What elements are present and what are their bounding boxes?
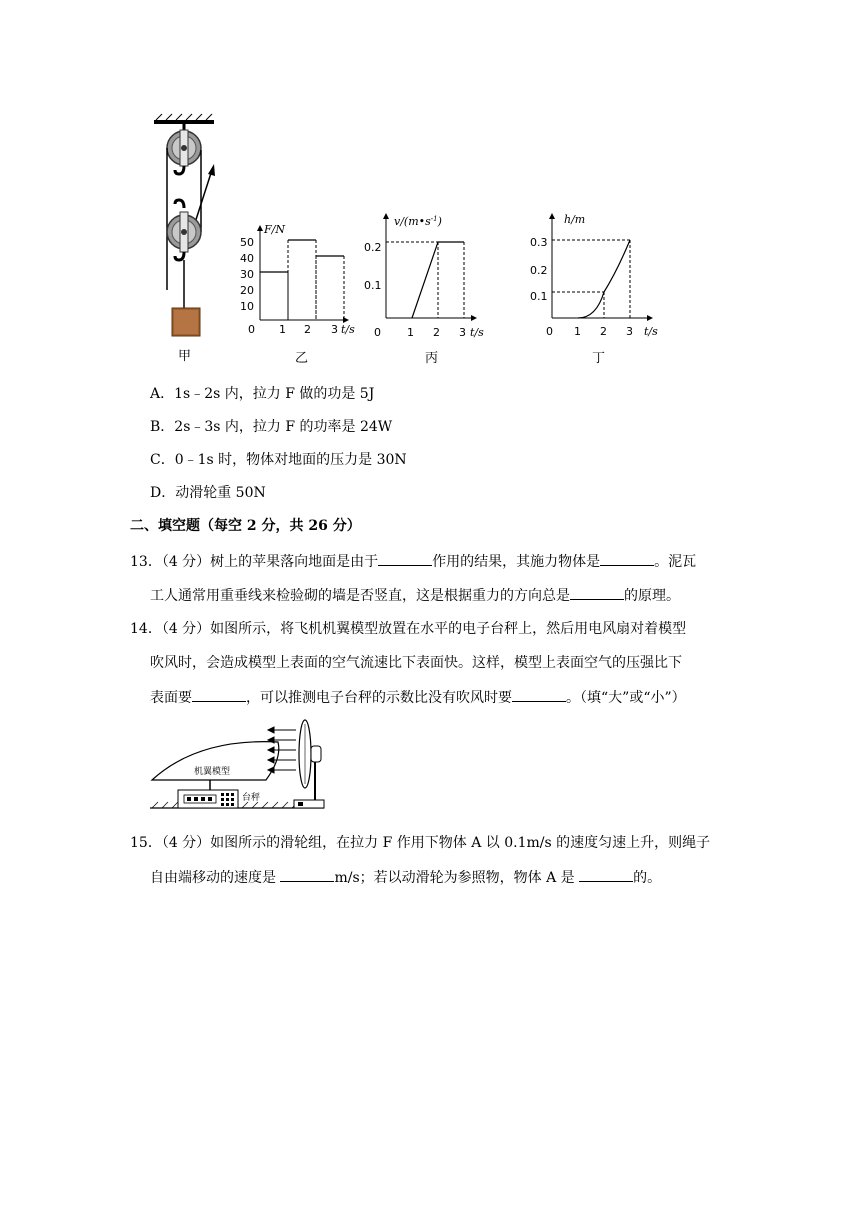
y-tick-label: 0.1 xyxy=(364,279,382,292)
x-tick-label: 1 xyxy=(407,326,414,339)
x-tick-label: 0 xyxy=(374,326,381,339)
q15-line1: 15．（4 分）如图所示的滑轮组，在拉力 F 作用下物体 A 以 0.1m/s 的速度匀速上升，则绳子 xyxy=(130,835,711,851)
chart-velocity-time xyxy=(364,208,494,342)
figure-label-ding: 丁 xyxy=(592,351,606,366)
figure-label-jia: 甲 xyxy=(178,349,192,364)
q14-line1: 14．（4 分）如图所示，将飞机机翼模型放置在水平的电子台秤上，然后用电风扇对着模型 xyxy=(130,621,687,637)
x-tick-label: 2 xyxy=(304,323,311,336)
chart-height-time xyxy=(530,208,670,342)
option-c: C．0﹣1s 时，物体对地面的压力是 30N xyxy=(150,452,407,468)
q14-line2: 吹风时，会造成模型上表面的空气流速比下表面快。这样，模型上表面空气的压强比下 xyxy=(150,655,682,671)
section-heading: 二、填空题（每空 2 分，共 26 分） xyxy=(130,518,361,534)
y-axis-label: F/N xyxy=(264,223,285,236)
option-d: D．动滑轮重 50N xyxy=(150,485,266,501)
answer-blank[interactable] xyxy=(570,585,624,600)
figure-label-yi: 乙 xyxy=(295,351,309,366)
answer-blank[interactable] xyxy=(378,551,432,566)
x-tick-label: 0 xyxy=(546,325,553,338)
x-tick-label: 3 xyxy=(331,323,338,336)
figure-label-bing: 丙 xyxy=(425,351,439,366)
answer-blank[interactable] xyxy=(192,687,246,702)
x-tick-label: 2 xyxy=(433,326,440,339)
x-tick-label: 0 xyxy=(248,323,255,336)
x-tick-label: 3 xyxy=(459,326,466,339)
answer-blank[interactable] xyxy=(280,867,334,882)
q13-line2: 工人通常用重垂线来检验砌的墙是否竖直，这是根据重力的方向总是 的原理。 xyxy=(150,585,680,606)
wing-model-diagram xyxy=(148,716,328,812)
x-axis-label: t/s xyxy=(644,325,658,338)
answer-blank[interactable] xyxy=(512,687,566,702)
answer-blank[interactable] xyxy=(579,867,633,882)
x-axis-label: t/s xyxy=(341,323,355,336)
x-tick-label: 2 xyxy=(600,325,607,338)
x-tick-label: 1 xyxy=(279,323,286,336)
option-b: B．2s﹣3s 内，拉力 F 的功率是 24W xyxy=(150,419,393,435)
y-axis-label: h/m xyxy=(564,213,586,226)
x-axis-label: t/s xyxy=(470,326,484,339)
option-a: A．1s﹣2s 内，拉力 F 做的功是 5J xyxy=(150,386,375,402)
x-tick-label: 1 xyxy=(574,325,581,338)
y-tick-label: 0.1 xyxy=(530,290,548,303)
scale-label: 台秤 xyxy=(242,793,261,803)
chart-force-time xyxy=(238,220,368,340)
y-tick-label: 30 xyxy=(240,268,254,281)
series-line xyxy=(578,240,630,318)
wing-model-label: 机翼模型 xyxy=(194,767,231,777)
y-tick-label: 0.2 xyxy=(364,241,382,254)
y-axis-label: $v/(m•s^{-1})$ xyxy=(394,215,442,228)
q14-line3: 表面要 ，可以推测电子台秤的示数比没有吹风时要 。（填“大”或“小”） xyxy=(150,687,686,708)
x-tick-label: 3 xyxy=(626,325,633,338)
y-tick-label: 0.2 xyxy=(530,264,548,277)
y-tick-label: 20 xyxy=(240,284,254,297)
pulley-diagram xyxy=(148,112,228,344)
y-tick-label: 0.3 xyxy=(530,236,548,249)
y-tick-label: 10 xyxy=(240,300,254,313)
answer-blank[interactable] xyxy=(600,551,654,566)
y-tick-label: 40 xyxy=(240,252,254,265)
q13-line1: 13．（4 分）树上的苹果落向地面是由于 作用的结果，其施力物体是 。泥瓦 xyxy=(130,551,696,572)
y-tick-label: 50 xyxy=(240,236,254,249)
q15-line2: 自由端移动的速度是 m/s；若以动滑轮为参照物，物体 A 是 的。 xyxy=(150,867,661,888)
